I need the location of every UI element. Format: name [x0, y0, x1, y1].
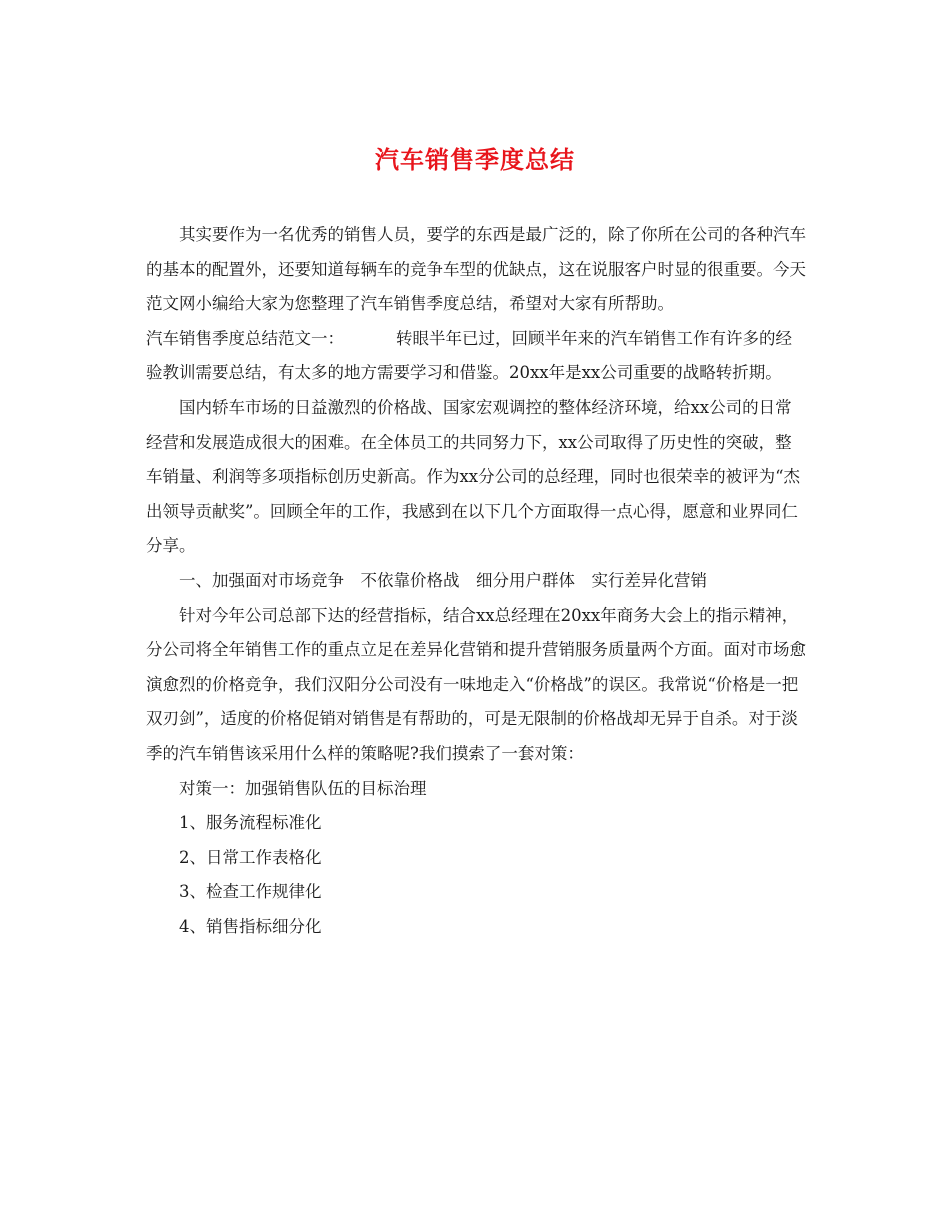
document-title: 汽车销售季度总结 — [375, 145, 575, 174]
list-item: 4、销售指标细分化 — [179, 916, 322, 936]
measure-heading-1: 对策一：加强销售队伍的目标治理 — [179, 778, 427, 798]
sample-label: 汽车销售季度总结范文一： — [146, 328, 344, 348]
paragraph-sample-heading — [146, 322, 806, 391]
list-item: 1、服务流程标准化 — [179, 813, 322, 833]
document-body — [146, 218, 806, 944]
section-heading-1: 一、加强面对市场竞争 不依靠价格战 细分用户群体 实行差异化营销 — [179, 570, 707, 590]
paragraph-strategy: 针对今年公司总部下达的经营指标，结合xx总经理在20xx年商务大会上的指示精神，分公司将全年销售工作的重点立足在差异化营销和提升营销服务质量两个方面。面对市场愈演愈烈的价格竞争，我们汉阳分公司没有一味地走入“价格战”的误区。我常说“价格是一把双刃剑”，适度的价格促销对销售是有帮助的，可是无限制的价格战却无异于自杀。对于淡季的汽车销售该采用什么样的策略呢?我们摸索了一套对策： — [146, 605, 806, 763]
paragraph-intro: 其实要作为一名优秀的销售人员，要学的东西是最广泛的，除了你所在公司的各种汽车的基本的配置外，还要知道每辆车的竞争车型的优缺点，这在说服客户时显的很重要。今天范文网小编给大家为您整理了汽车销售季度总结，希望对大家有所帮助。 — [146, 225, 806, 314]
sample-text: 转眼半年已过，回顾半年来的汽车销售工作有许多的经验教训需要总结，有太多的地方需要学习和借鉴。20xx年是xx公司重要的战略转折期。 — [146, 328, 792, 383]
list-item: 3、检查工作规律化 — [179, 882, 322, 902]
paragraph-market: 国内轿车市场的日益激烈的价格战、国家宏观调控的整体经济环境，给xx公司的日常经营和发展造成很大的困难。在全体员工的共同努力下，xx公司取得了历史性的突破，整车销量、利润等多项指标创历史新高。作为xx分公司的总经理，同时也很荣幸的被评为“杰出领导贡献奖”。回顾全年的工作，我感到在以下几个方面取得一点心得，愿意和业界同仁分享。 — [146, 397, 801, 556]
list-item: 2、日常工作表格化 — [179, 847, 322, 867]
